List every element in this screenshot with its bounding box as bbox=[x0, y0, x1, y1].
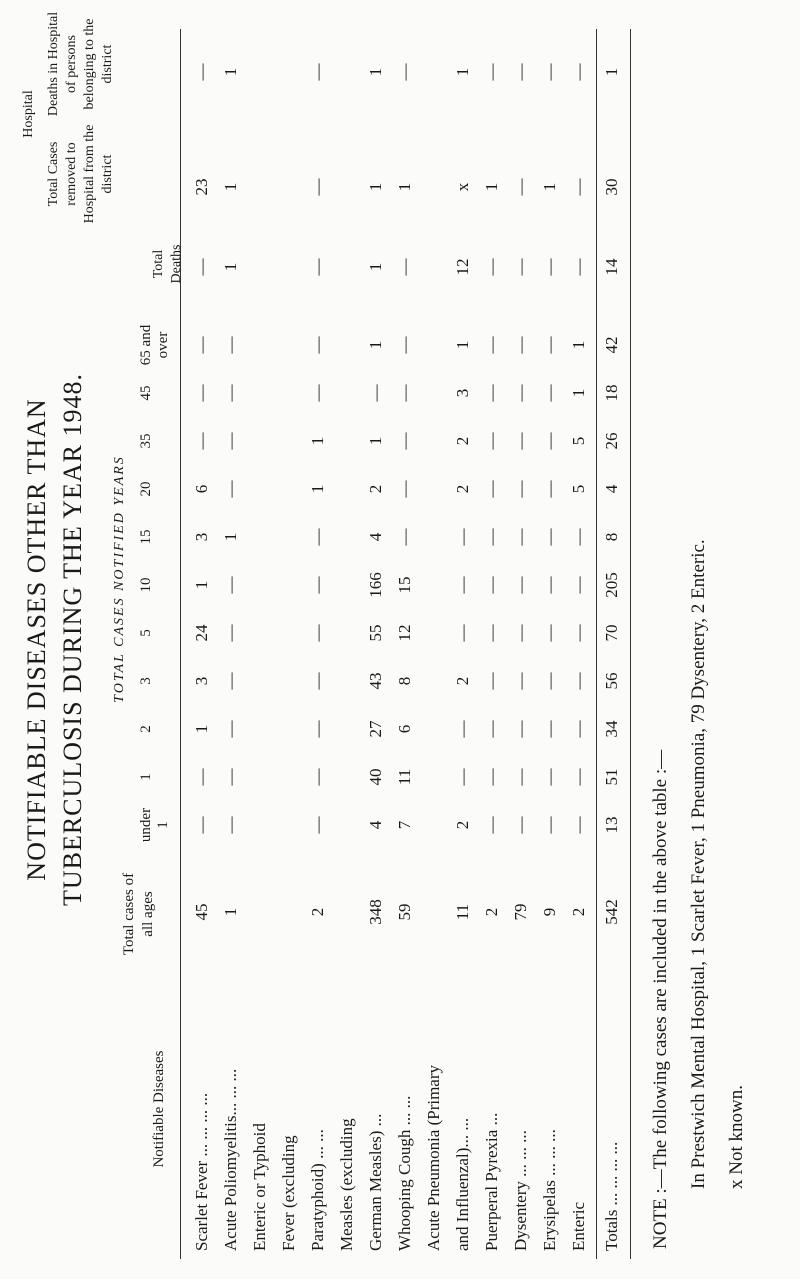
header-total-deaths: Total Deaths bbox=[151, 244, 184, 284]
age-cell: 13 bbox=[602, 816, 621, 834]
age-cell: — bbox=[540, 816, 559, 834]
removed-cell: 1 bbox=[482, 182, 501, 192]
age-cell: — bbox=[308, 768, 327, 786]
age-cell: — bbox=[308, 336, 327, 354]
age-cell: — bbox=[308, 384, 327, 402]
deaths-cell: — bbox=[540, 258, 559, 276]
deaths-cell: — bbox=[308, 258, 327, 276]
age-band-header: 35 bbox=[138, 433, 154, 449]
age-cell: 205 bbox=[602, 572, 621, 598]
header-hospital: Hospital bbox=[21, 90, 36, 138]
header-ages-group: TOTAL CASES NOTIFIED YEARS bbox=[112, 455, 127, 703]
age-cell: — bbox=[308, 576, 327, 594]
age-cell: — bbox=[482, 720, 501, 738]
age-cell: 51 bbox=[602, 768, 621, 786]
age-cell: — bbox=[308, 720, 327, 738]
age-cell: — bbox=[192, 768, 211, 786]
age-cell: — bbox=[221, 432, 240, 450]
age-cell: — bbox=[511, 816, 530, 834]
age-cell: — bbox=[395, 336, 414, 354]
total-cell: 1 bbox=[221, 907, 240, 917]
age-cell: 3 bbox=[453, 388, 472, 398]
disease-label: Paratyphoid) ... ... bbox=[308, 1129, 327, 1251]
removed-cell: 1 bbox=[395, 182, 414, 192]
age-cell: 2 bbox=[453, 484, 472, 494]
age-cell: 2 bbox=[453, 676, 472, 686]
hospital-deaths-cell: — bbox=[395, 63, 414, 81]
age-cell: — bbox=[308, 672, 327, 690]
age-cell: — bbox=[192, 432, 211, 450]
age-cell: — bbox=[482, 624, 501, 642]
age-cell: 55 bbox=[366, 624, 385, 642]
total-cell: 59 bbox=[395, 903, 414, 921]
total-cell: 2 bbox=[569, 907, 588, 917]
age-band-header: 1 bbox=[138, 773, 154, 781]
age-cell: — bbox=[453, 576, 472, 594]
deaths-cell: 12 bbox=[453, 258, 472, 276]
total-cell: 45 bbox=[192, 903, 211, 921]
hospital-deaths-cell: — bbox=[308, 63, 327, 81]
disease-label: and Influenzal)... ... bbox=[453, 1117, 472, 1251]
removed-cell: 1 bbox=[221, 182, 240, 192]
age-cell: 7 bbox=[395, 820, 414, 830]
age-cell: — bbox=[482, 528, 501, 546]
disease-label: Puerperal Pyrexia ... bbox=[482, 1112, 501, 1251]
hospital-deaths-cell: — bbox=[482, 63, 501, 81]
disease-label: Enteric or Typhoid bbox=[250, 1123, 269, 1251]
disease-label: Fever (excluding bbox=[279, 1135, 298, 1251]
disease-label: Erysipelas ... ... ... bbox=[540, 1129, 559, 1251]
age-cell: 2 bbox=[453, 436, 472, 446]
table-row bbox=[366, 0, 394, 1279]
age-cell: — bbox=[221, 720, 240, 738]
hospital-deaths-cell: — bbox=[540, 63, 559, 81]
age-cell: — bbox=[569, 672, 588, 690]
age-cell: — bbox=[308, 816, 327, 834]
age-cell: — bbox=[540, 528, 559, 546]
removed-cell: 23 bbox=[192, 178, 211, 196]
age-cell: 1 bbox=[453, 340, 472, 350]
age-cell: — bbox=[511, 720, 530, 738]
age-cell: — bbox=[482, 432, 501, 450]
removed-cell: — bbox=[308, 178, 327, 196]
age-cell: 42 bbox=[602, 336, 621, 354]
age-cell: — bbox=[221, 768, 240, 786]
deaths-cell: — bbox=[511, 258, 530, 276]
disease-label: Measles (excluding bbox=[337, 1118, 356, 1251]
age-cell: 1 bbox=[569, 340, 588, 350]
age-cell: — bbox=[540, 576, 559, 594]
age-cell: — bbox=[540, 432, 559, 450]
table-row bbox=[308, 0, 336, 1279]
age-cell: 24 bbox=[192, 624, 211, 642]
age-cell: — bbox=[540, 336, 559, 354]
table-row bbox=[395, 0, 423, 1279]
age-cell: 2 bbox=[366, 484, 385, 494]
age-cell: 12 bbox=[395, 624, 414, 642]
table-row bbox=[511, 0, 539, 1279]
disease-label: Acute Poliomyelitis... ... ... bbox=[221, 1068, 240, 1251]
age-cell: — bbox=[221, 624, 240, 642]
table-row bbox=[221, 0, 249, 1279]
age-cell: — bbox=[221, 384, 240, 402]
age-cell: — bbox=[308, 624, 327, 642]
total-cell: 348 bbox=[366, 899, 385, 925]
age-cell: 56 bbox=[602, 672, 621, 690]
table-row bbox=[424, 0, 452, 1279]
total-cell: 11 bbox=[453, 903, 472, 921]
age-cell: — bbox=[395, 432, 414, 450]
age-cell: — bbox=[540, 672, 559, 690]
removed-cell: — bbox=[569, 178, 588, 196]
age-cell: 4 bbox=[366, 532, 385, 542]
age-cell: — bbox=[482, 576, 501, 594]
age-cell: — bbox=[511, 672, 530, 690]
totals-rule bbox=[596, 29, 597, 1259]
title-line-1: NOTIFIABLE DISEASES OTHER THAN bbox=[22, 398, 51, 881]
total-cell: 79 bbox=[511, 903, 530, 921]
age-cell: — bbox=[511, 624, 530, 642]
age-cell: — bbox=[453, 720, 472, 738]
note-line-2: In Prestwich Mental Hospital, 1 Scarlet Fever, 1 Pneumonia, 79 Dysentery, 2 Enteric. bbox=[688, 539, 709, 1189]
header-total: Total cases of all ages bbox=[121, 872, 156, 956]
removed-cell: x bbox=[453, 182, 472, 192]
deaths-cell: — bbox=[395, 258, 414, 276]
disease-label: Acute Pneumonia (Primary bbox=[424, 1064, 443, 1251]
age-cell: — bbox=[221, 816, 240, 834]
age-cell: — bbox=[540, 720, 559, 738]
age-cell: 1 bbox=[192, 580, 211, 590]
disease-label: German Measles) ... bbox=[366, 1113, 385, 1251]
deaths-cell: — bbox=[482, 258, 501, 276]
hospital-deaths-cell: 1 bbox=[221, 67, 240, 77]
table-row bbox=[482, 0, 510, 1279]
age-cell: 4 bbox=[366, 820, 385, 830]
age-cell: 4 bbox=[602, 484, 621, 494]
note-line-3: x Not known. bbox=[726, 1085, 747, 1189]
age-cell: 166 bbox=[366, 572, 385, 598]
age-cell: — bbox=[482, 384, 501, 402]
note-line-1: NOTE :—The following cases are included in the above table :— bbox=[650, 749, 671, 1249]
age-cell: — bbox=[192, 816, 211, 834]
age-cell: 43 bbox=[366, 672, 385, 690]
age-cell: — bbox=[395, 480, 414, 498]
age-cell: 1 bbox=[192, 724, 211, 734]
age-cell: 11 bbox=[395, 768, 414, 786]
age-cell: — bbox=[511, 528, 530, 546]
age-cell: — bbox=[540, 624, 559, 642]
age-cell: — bbox=[453, 768, 472, 786]
age-cell: — bbox=[569, 816, 588, 834]
age-cell: — bbox=[192, 384, 211, 402]
age-cell: — bbox=[569, 528, 588, 546]
hospital-deaths-cell: 1 bbox=[453, 67, 472, 77]
total-cell: 542 bbox=[602, 899, 621, 925]
age-cell: 5 bbox=[569, 436, 588, 446]
age-cell: 18 bbox=[602, 384, 621, 402]
age-cell: 3 bbox=[192, 532, 211, 542]
age-cell: — bbox=[192, 336, 211, 354]
age-cell: — bbox=[540, 480, 559, 498]
age-cell: — bbox=[221, 336, 240, 354]
age-cell: 1 bbox=[569, 388, 588, 398]
age-cell: — bbox=[482, 816, 501, 834]
age-cell: — bbox=[453, 528, 472, 546]
age-cell: — bbox=[511, 576, 530, 594]
age-cell: — bbox=[453, 624, 472, 642]
hospital-deaths-cell: 1 bbox=[602, 67, 621, 77]
age-band-header: 20 bbox=[138, 481, 154, 497]
age-cell: 8 bbox=[395, 676, 414, 686]
age-cell: 6 bbox=[395, 724, 414, 734]
deaths-cell: 1 bbox=[366, 262, 385, 272]
age-band-header: 45 bbox=[138, 385, 154, 401]
removed-cell: 1 bbox=[540, 182, 559, 192]
table-row bbox=[453, 0, 481, 1279]
table-row-totals bbox=[602, 0, 630, 1279]
table-row bbox=[569, 0, 597, 1279]
age-cell: — bbox=[482, 336, 501, 354]
header-hosp-deaths: Deaths in Hospital of persons belonging to the district bbox=[46, 11, 115, 117]
age-cell: — bbox=[221, 480, 240, 498]
deaths-cell: — bbox=[569, 258, 588, 276]
age-band-header: 65 and over bbox=[138, 324, 171, 366]
deaths-cell: — bbox=[192, 258, 211, 276]
age-cell: 1 bbox=[366, 436, 385, 446]
age-cell: — bbox=[395, 384, 414, 402]
age-cell: 8 bbox=[602, 532, 621, 542]
age-cell: — bbox=[511, 768, 530, 786]
table-row bbox=[192, 0, 220, 1279]
header-hosp-removed: Total Cases removed to Hospital from the district bbox=[46, 124, 115, 224]
age-cell: — bbox=[482, 480, 501, 498]
age-cell: 3 bbox=[192, 676, 211, 686]
total-cell: 2 bbox=[482, 907, 501, 917]
age-cell: — bbox=[511, 432, 530, 450]
age-cell: — bbox=[221, 672, 240, 690]
totals-label: Totals ... ... ... ... bbox=[602, 1141, 621, 1251]
age-cell: 70 bbox=[602, 624, 621, 642]
table-row bbox=[250, 0, 278, 1279]
age-cell: 40 bbox=[366, 768, 385, 786]
age-band-header: 3 bbox=[138, 677, 154, 685]
age-cell: 27 bbox=[366, 720, 385, 738]
age-cell: — bbox=[569, 720, 588, 738]
age-cell: — bbox=[511, 480, 530, 498]
age-cell: — bbox=[511, 384, 530, 402]
hospital-deaths-cell: 1 bbox=[366, 67, 385, 77]
total-cell: 9 bbox=[540, 907, 559, 917]
age-cell: — bbox=[308, 528, 327, 546]
age-cell: 1 bbox=[308, 484, 327, 494]
age-band-header: 5 bbox=[138, 629, 154, 637]
age-cell: — bbox=[221, 576, 240, 594]
age-band-header: 2 bbox=[138, 725, 154, 733]
age-cell: 1 bbox=[221, 532, 240, 542]
age-cell: 2 bbox=[453, 820, 472, 830]
age-cell: — bbox=[540, 384, 559, 402]
removed-cell: 1 bbox=[366, 182, 385, 192]
age-cell: 26 bbox=[602, 432, 621, 450]
age-cell: 15 bbox=[395, 576, 414, 594]
age-cell: — bbox=[395, 528, 414, 546]
age-band-header: 15 bbox=[138, 529, 154, 545]
removed-cell: — bbox=[511, 178, 530, 196]
bottom-rule bbox=[630, 29, 631, 1259]
disease-label: Scarlet Fever ... ... ... ... bbox=[192, 1092, 211, 1251]
age-cell: 6 bbox=[192, 484, 211, 494]
age-band-header: under 1 bbox=[138, 807, 171, 843]
age-band-header: 10 bbox=[138, 577, 154, 593]
age-cell: 34 bbox=[602, 720, 621, 738]
deaths-cell: 14 bbox=[602, 258, 621, 276]
table-row bbox=[279, 0, 307, 1279]
age-cell: — bbox=[569, 576, 588, 594]
age-cell: — bbox=[569, 768, 588, 786]
header-disease: Notifiable Diseases bbox=[151, 1050, 167, 1168]
disease-label: Whooping Cough ... ... bbox=[395, 1095, 414, 1251]
table-row bbox=[337, 0, 365, 1279]
title-line-2: TUBERCULOSIS DURING THE YEAR 1948. bbox=[58, 372, 87, 907]
total-cell: 2 bbox=[308, 907, 327, 917]
disease-label: Dysentery ... ... ... bbox=[511, 1130, 530, 1251]
hospital-deaths-cell: — bbox=[569, 63, 588, 81]
deaths-cell: 1 bbox=[221, 262, 240, 272]
table-row bbox=[540, 0, 568, 1279]
age-cell: — bbox=[569, 624, 588, 642]
hospital-deaths-cell: — bbox=[511, 63, 530, 81]
age-cell: — bbox=[482, 768, 501, 786]
removed-cell: 30 bbox=[602, 178, 621, 196]
age-cell: 5 bbox=[569, 484, 588, 494]
age-cell: 1 bbox=[308, 436, 327, 446]
age-cell: — bbox=[366, 384, 385, 402]
age-cell: 1 bbox=[366, 340, 385, 350]
header-rule bbox=[180, 29, 181, 1259]
age-cell: — bbox=[540, 768, 559, 786]
hospital-deaths-cell: — bbox=[192, 63, 211, 81]
age-cell: — bbox=[511, 336, 530, 354]
age-cell: — bbox=[482, 672, 501, 690]
disease-label: Enteric bbox=[569, 1201, 588, 1251]
